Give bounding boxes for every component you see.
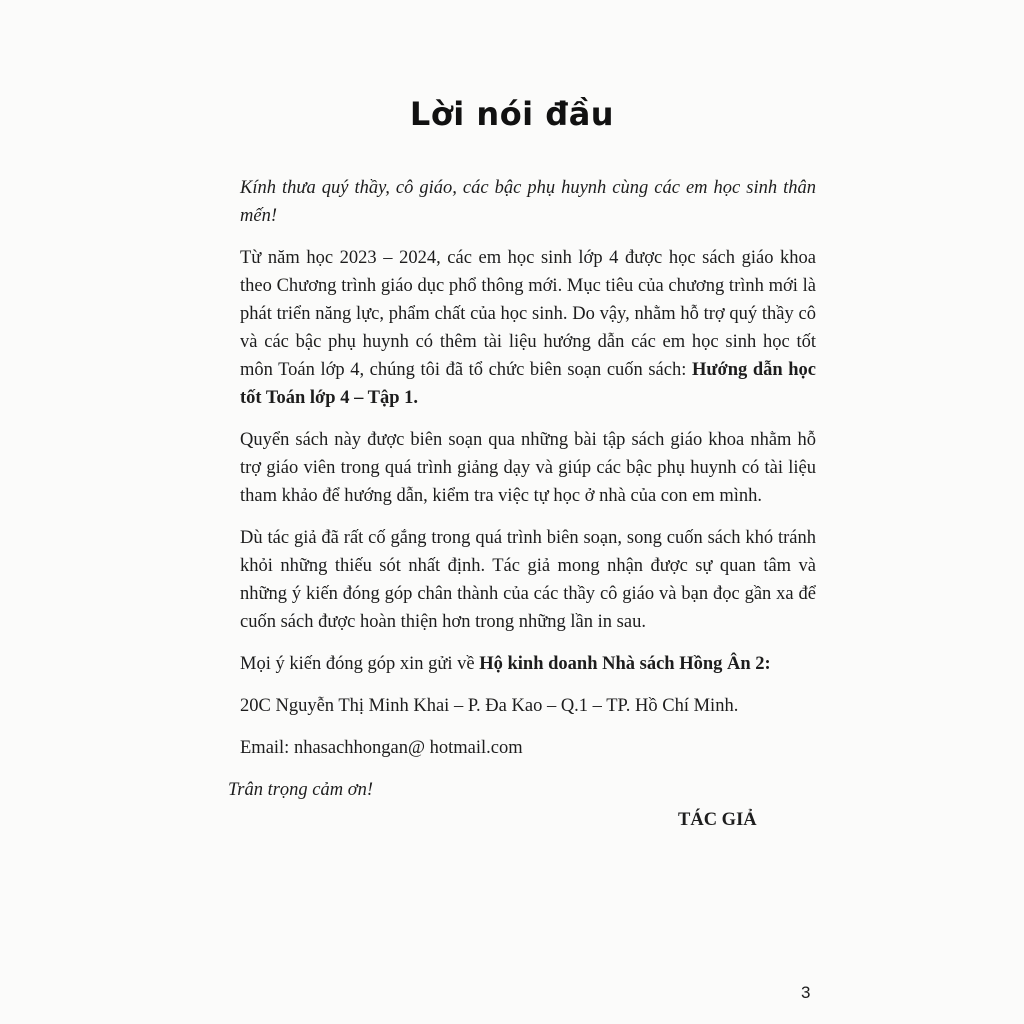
page-number: 3 — [801, 983, 811, 1002]
greeting: Kính thưa quý thầy, cô giáo, các bậc phụ huynh cùng các em học sinh thân mến! — [240, 178, 816, 226]
author-signature: TÁC GIẢ — [678, 810, 757, 830]
contact-business: Hộ kinh doanh Nhà sách Hồng Ân 2: — [479, 654, 771, 674]
preface-body — [228, 174, 816, 818]
page-title: Lời nói đầu — [409, 95, 615, 133]
paragraph-2: Quyển sách này được biên soạn qua những bài tập sách giáo khoa nhằm hỗ trợ giáo viên trong quá trình giảng dạy và giúp các bậc phụ huynh có tài liệu tham khảo để hướng dẫn, kiểm tra việc tự học ở nhà của con em mình. — [240, 430, 816, 506]
book-title: Hướng dẫn học tốt Toán lớp 4 – Tập 1. — [240, 360, 816, 408]
closing: Trân trọng cảm ơn! — [228, 780, 374, 800]
paragraph-1 — [228, 244, 816, 412]
paragraph-1-text: Từ năm học 2023 – 2024, các em học sinh lớp 4 được học sách giáo khoa theo Chương trình giáo dục phổ thông mới. Mục tiêu của chương trình mới là phát triển năng lực, phẩm chất của học sinh. Do vậy, nhằm hỗ trợ quý thầy cô và các bậc phụ huynh có thêm tài liệu hướng dẫn các em học sinh học tốt môn Toán lớp 4, chúng tôi đã tổ chức biên soạn cuốn sách: — [240, 248, 816, 380]
contact-line — [228, 650, 816, 678]
email: Email: nhasachhongan@ hotmail.com — [240, 738, 523, 758]
contact-intro: Mọi ý kiến đóng góp xin gửi về — [240, 654, 480, 674]
paragraph-3: Dù tác giả đã rất cố gắng trong quá trình biên soạn, song cuốn sách khó tránh khỏi những thiếu sót nhất định. Tác giả mong nhận được sự quan tâm và những ý kiến đóng góp chân thành của các thầy cô giáo và bạn đọc gần xa để cuốn sách được hoàn thiện hơn trong những lần in sau. — [240, 528, 816, 632]
address: 20C Nguyễn Thị Minh Khai – P. Đa Kao – Q.1 – TP. Hồ Chí Minh. — [240, 696, 739, 716]
